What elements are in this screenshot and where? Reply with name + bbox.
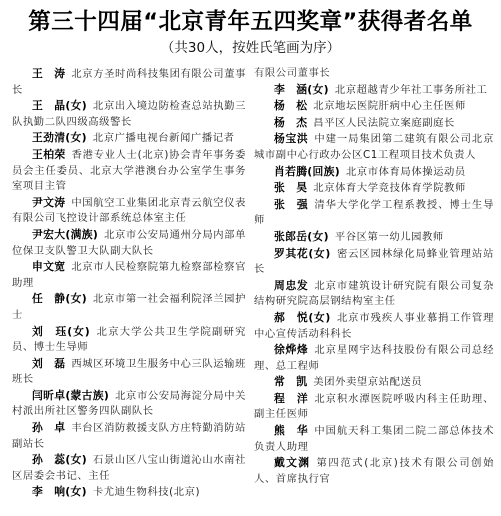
honoree-description: 丰台区消防救援支队方庄特勤消防站副站长 [12, 422, 246, 450]
honoree-name: 杨 杰 [274, 115, 308, 129]
honoree-entry [12, 388, 246, 420]
honoree-description: 西城区环境卫生服务中心三队运输班班长 [12, 357, 246, 386]
honoree-entry [12, 195, 246, 227]
honoree-description: 北京超越青少年社工事务所社工 [334, 83, 488, 96]
honoree-entry [254, 310, 494, 342]
honoree-entry [12, 356, 246, 388]
honoree-entry [254, 455, 494, 487]
honoree-entry [12, 420, 246, 452]
honoree-name: 任 静(女) [32, 292, 88, 306]
honoree-entry [254, 164, 494, 181]
honoree-name: 李 涵(女) [274, 82, 329, 96]
honoree-name: 张郎岳(女) [274, 229, 329, 243]
honoree-entry [12, 66, 246, 98]
honoree-entry [12, 259, 246, 291]
honoree-entry [12, 227, 246, 259]
honoree-entry [254, 374, 494, 391]
honoree-name: 尹宏大(满族) [32, 227, 99, 241]
left-column [12, 66, 246, 501]
honoree-entry [254, 180, 494, 197]
honoree-entry [12, 484, 246, 501]
honoree-entry [12, 291, 246, 323]
honoree-name: 王 晶(女) [32, 99, 88, 113]
honoree-name: 张 强 [274, 197, 309, 211]
honoree-name: 程 洋 [274, 391, 309, 405]
honoree-description: 北京市建筑设计研究院有限公司复杂结构研究院高层钢结构室主任 [254, 279, 494, 308]
honoree-description: 北京大学公共卫生学院副研究员、博士生导师 [12, 325, 246, 354]
honoree-description: 北京方圣时尚科技集团有限公司董事长 [12, 68, 246, 96]
honoree-entry [254, 278, 494, 310]
honoree-description: 北京市公安局通州分局内部单位保卫支队警卫大队副大队长 [12, 228, 246, 257]
honoree-description: 北京广播电视台新闻广播记者 [92, 132, 235, 145]
honoree-description: 美团外卖望京站配送员 [313, 376, 423, 389]
honoree-description: 第四范式(北京)技术有限公司创始人、首席执行官 [254, 457, 494, 485]
honoree-entry [254, 342, 494, 374]
honoree-description: 石景山区八宝山街道沁山水南社区居委会书记、主任 [12, 454, 246, 482]
honoree-name: 戴文渊 [274, 456, 311, 470]
honoree-name: 杨 松 [274, 99, 308, 113]
honoree-entry [254, 391, 494, 423]
honoree-entry [12, 324, 246, 356]
honoree-name: 罗其花(女) [274, 246, 331, 260]
honoree-name: 孙 卓 [32, 421, 66, 435]
honoree-name: 常 凯 [274, 375, 308, 389]
honoree-entry [254, 82, 494, 99]
honoree-description: 北京市残疾人事业慕捐工作管理中心宣传活动科科长 [254, 311, 494, 340]
page-title: 第三十四届“北京青年五四奖章”获得者名单 [28, 9, 473, 35]
honoree-description: 北京市第一社会福利院泽兰园护士 [12, 293, 246, 321]
honoree-description: 北京出入境边防检查总站执勤三队执勤二队四级高级警长 [12, 100, 246, 128]
honoree-name: 杨宝洪 [274, 132, 309, 146]
honoree-entry [254, 229, 494, 246]
honoree-entry [254, 115, 494, 132]
honoree-name: 熊 华 [274, 424, 309, 438]
honoree-name: 刘 珏(女) [32, 324, 91, 338]
honoree-description: 中国航天科工集团二院二部总体技术负责人助理 [254, 425, 494, 453]
honoree-description: 北京地坛医院肝病中心主任医师 [313, 100, 466, 113]
honoree-description: 北京星网宇达科技股份有限公司总经理、总工程师 [254, 344, 494, 372]
honoree-entry [254, 98, 494, 115]
honoree-entry [254, 246, 494, 278]
honoree-description: 北京体育大学竞技体育学院教师 [313, 182, 466, 195]
page-subtitle: （共30人，按姓氏笔画为序） [160, 40, 341, 56]
honoree-name: 闫昕卓(蒙古族) [32, 388, 110, 402]
honoree-description: 北京积水潭医院呼吸内科主任助理、副主任医师 [254, 392, 494, 421]
honoree-description: 平谷区第一幼儿园教师 [334, 230, 444, 243]
honoree-entry [254, 423, 494, 455]
honoree-name: 申文宽 [32, 260, 66, 274]
honoree-name: 郝 悦(女) [274, 310, 331, 324]
honoree-name: 徐烨烽 [274, 343, 309, 357]
honoree-name: 孙 蕊(女) [32, 453, 88, 467]
honoree-description: 密云区园林绿化局蜂业管理站站长 [254, 247, 494, 276]
honoree-name: 王柏荣 [32, 147, 66, 161]
honoree-entry [12, 147, 246, 195]
honoree-name: 尹文涛 [32, 195, 66, 209]
honoree-name: 李 响(女) [32, 485, 87, 499]
honoree-name: 肖若腾(回族) [274, 164, 340, 178]
honoree-entry [254, 131, 494, 163]
continuation-text: 有限公司董事长 [254, 67, 331, 79]
honoree-description: 卡尤迪生物科技(北京) [92, 486, 201, 499]
honoree-name: 王劲清(女) [32, 131, 87, 145]
honoree-entry [12, 98, 246, 130]
honoree-entry [254, 197, 494, 229]
honoree-name: 刘 磊 [32, 356, 66, 370]
honoree-name: 张 昊 [274, 181, 308, 195]
honoree-name: 周忠发 [274, 278, 309, 292]
honoree-description: 中国航空工业集团北京青云航空仪表有限公司飞控设计部系统总体室主任 [12, 196, 246, 225]
honoree-description: 清华大学化学工程系教授、博士生导师 [254, 198, 494, 227]
honoree-entry [12, 130, 246, 147]
honoree-name: 王 涛 [32, 67, 66, 80]
honoree-description: 北京市人民检察院第九检察部检察官助理 [12, 261, 246, 289]
honoree-description: 北京市公安局海淀分局中关村派出所社区警务四队副队长 [12, 389, 246, 418]
honoree-description: 昌平区人民法院立案庭副庭长 [313, 116, 455, 129]
honoree-description: 北京市体育局体操运动员 [345, 165, 466, 178]
honoree-description: 香港专业人士(北京)协会青年事务委员会主任委员、北京大学港澳台办公室学生事务室项目主管 [12, 148, 246, 193]
honoree-description: 中建一局集团第二建筑有限公司北京城市副中心行政办公区C1工程项目技术负责人 [254, 133, 494, 161]
honoree-entry [12, 452, 246, 484]
right-column [254, 66, 494, 487]
